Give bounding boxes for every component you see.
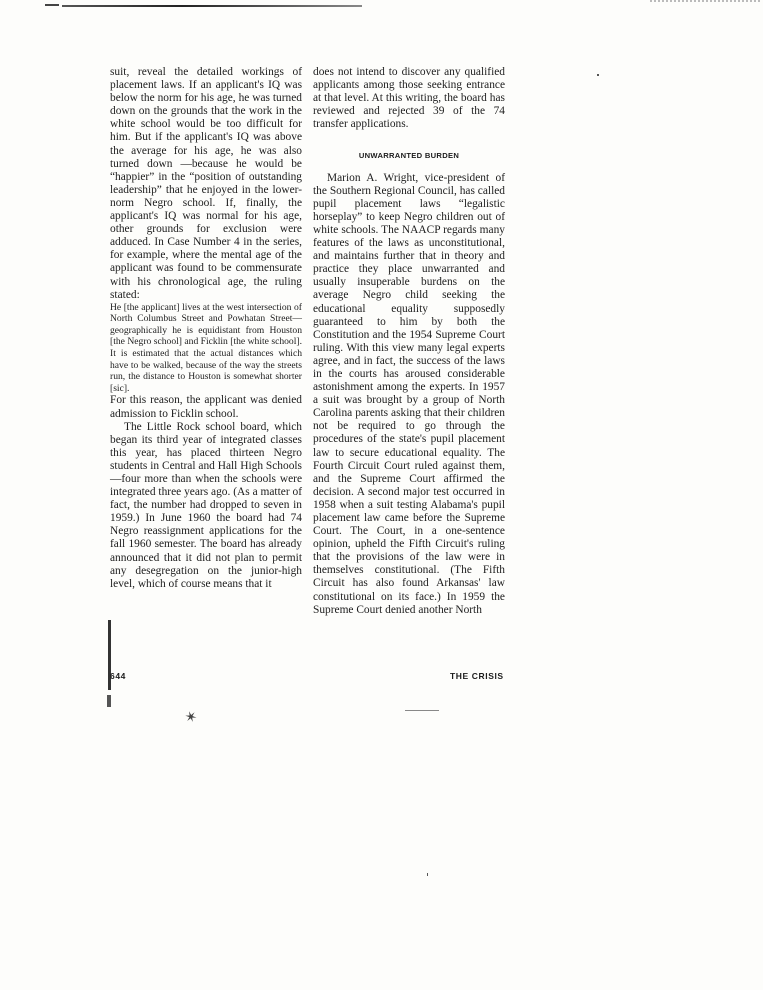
- left-paragraph-3: The Little Rock school board, which began its third year of integrated classes this year, has placed thirteen Negro students in Central and Hall High Schools—four more than when the schools were integrated three years ago. (As a matter of fact, the number had dropped to seven in 1959.) In June 1960 the board had 74 Negro reassignment applications for the fall 1960 semester. The board has already announced that it did not plan to permit any desegregation on the junior-high level, which of course means that it: [110, 420, 302, 590]
- scan-dots: [650, 0, 760, 6]
- margin-scan-mark: [107, 695, 111, 707]
- scan-speck: [597, 74, 599, 76]
- right-paragraph-2: Marion A. Wright, vice-president of the Southern Regional Council, has called pupil placement laws “legalistic horseplay” to keep Negro children out of white schools. The NAACP regards many features of the laws as unconstitutional, and maintains further that in theory and practice they place unwarranted and usually insuperable burdens on the average Negro child seeking the educational equality supposedly guaranteed to him by both the Constitution and the 1954 Supreme Court ruling. With this view many legal experts agree, and in fact, the success of the laws in the courts has aroused considerable astonishment among the experts. In 1957 a suit was brought by a group of North Carolina parents asking that their children not be required to go through the procedures of the state's pupil placement law to secure educational equality. The Fourth Circuit Court ruled against them, and the Supreme Court affirmed the decision. A second major test occurred in 1958 when a suit testing Alabama's pupil placement law came before the Supreme Court. The Court, in a one-sentence opinion, upheld the Fifth Circuit's ruling that the provisions of the law were in themselves constitutional. (The Fifth Circuit has also found Arkansas' law constitutional on its face.) In 1959 the Supreme Court denied another North: [313, 171, 505, 616]
- scan-mark: [45, 4, 59, 6]
- scan-dash: [405, 710, 439, 711]
- scan-speck-icon: ✶: [182, 708, 201, 728]
- left-column: [110, 66, 302, 591]
- section-heading: UNWARRANTED BURDEN: [358, 151, 460, 161]
- right-paragraph-1: does not intend to discover any qualified applicants among those seeking entrance at that level. At this writing, the board has reviewed and rejected 39 of the 74 transfer applications.: [313, 66, 505, 131]
- block-quote: He [the applicant] lives at the west intersection of North Columbus Street and Powhatan Street—geographically he is equidistant from Houston [the Negro school] and Ficklin [the white school]. It is estimated that the actual distances which have to be walked, because of the way the streets run, the distance to Houston is somewhat shorter [sic].: [110, 301, 302, 394]
- right-column: [313, 66, 505, 617]
- left-paragraph-2: For this reason, the applicant was denied admission to Ficklin school.: [110, 394, 302, 420]
- journal-name: THE CRISIS: [450, 671, 504, 681]
- top-rule: [62, 5, 362, 7]
- page-number: 644: [110, 671, 126, 681]
- scan-speck: [427, 873, 428, 876]
- left-paragraph-1: suit, reveal the detailed workings of placement laws. If an applicant's IQ was below the norm for his age, he was turned down on the grounds that the work in the white school would be too difficult for him. But if the applicant's IQ was above the average for his age, he was also turned down —because he would be “happier” in the “position of outstanding leadership” that he enjoyed in the lower-norm Negro school. If, finally, the applicant's IQ was normal for his age, other grounds for exclusion were adduced. In Case Number 4 in the series, for example, where the mental age of the applicant was found to be commensurate with his chronological age, the ruling stated:: [110, 66, 302, 301]
